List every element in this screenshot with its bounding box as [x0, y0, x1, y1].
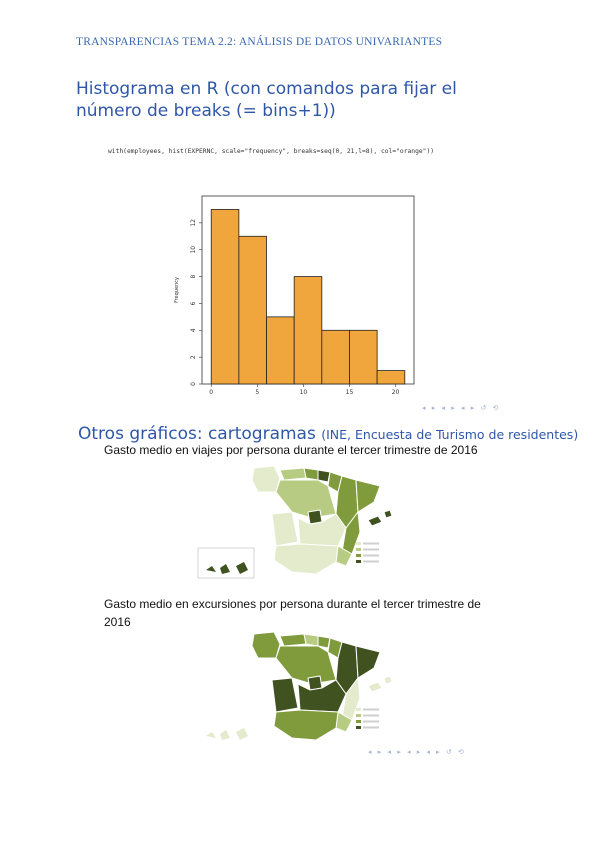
- map1-caption: Gasto medio en viajes por persona durante el tercer trimestre de 2016: [104, 443, 478, 457]
- histogram-bar: [239, 236, 267, 384]
- region-galicia: [252, 632, 280, 658]
- x-tick-label: 5: [255, 389, 260, 396]
- y-tick-label: 0: [190, 382, 197, 386]
- region-cataluna: [356, 480, 380, 512]
- y-tick-label: 12: [190, 219, 197, 227]
- slide-nav-icons-bottom[interactable]: ◂ ▸ ◂ ▸ ◂ ▸ ◂ ▸ ↺ ⟲: [368, 748, 466, 756]
- region-cataluna: [356, 646, 380, 678]
- section-title-histogram: Histograma en R (con comandos para fijar el número de breaks (= bins+1)): [76, 79, 457, 121]
- y-tick-label: 2: [190, 355, 197, 360]
- slide-nav-icons[interactable]: ◂ ▸ ◂ ▸ ◂ ▸ ↺ ⟲: [422, 404, 501, 412]
- x-tick-label: 20: [391, 389, 400, 396]
- region-extremadura: [272, 512, 298, 546]
- histogram-bar: [294, 277, 322, 384]
- histogram-bar: [211, 209, 239, 384]
- region-galicia: [252, 466, 280, 492]
- section-title-cartograms: [78, 424, 578, 444]
- y-tick-label: 10: [190, 245, 197, 254]
- r-code-line: with(employees, hist(EXPERNC, scale="frequency", breaks=seq(0, 21,l=8), col="orange")): [108, 148, 435, 155]
- region-canarias: [206, 728, 248, 740]
- region-castilla-la-mancha: [298, 514, 346, 546]
- y-axis-label: Frequency: [174, 277, 180, 303]
- region-extremadura: [272, 678, 298, 712]
- y-tick-label: 8: [190, 274, 197, 279]
- region-andalucia: [274, 710, 338, 740]
- map2-caption: Gasto medio en excursiones por persona durante el tercer trimestre de 2016: [104, 597, 481, 629]
- y-tick-label: 6: [190, 301, 197, 306]
- region-asturias: [280, 634, 306, 646]
- section-title-cartograms-text: Otros gráficos: cartogramas: [78, 424, 316, 444]
- page-header: TRANSPARENCIAS TEMA 2.2: ANÁLISIS DE DATOS UNIVARIANTES: [76, 36, 443, 48]
- histogram-bar: [267, 317, 295, 384]
- region-cantabria: [304, 634, 318, 646]
- region-baleares: [368, 676, 392, 692]
- histogram-bar: [322, 330, 350, 384]
- region-andalucia: [274, 544, 338, 574]
- region-cantabria: [304, 468, 318, 480]
- histogram-chart: [168, 192, 420, 408]
- histogram-bar: [349, 330, 377, 384]
- x-tick-label: 0: [209, 389, 214, 396]
- region-pais-vasco: [318, 470, 330, 482]
- x-tick-label: 15: [345, 389, 354, 396]
- spain-map-excursion-spend: [196, 628, 396, 746]
- y-tick-label: 4: [190, 328, 197, 333]
- spain-map-travel-spend: [196, 462, 396, 580]
- source-note: (INE, Encuesta de Turismo de residentes): [321, 427, 579, 442]
- histogram-bar: [377, 371, 405, 384]
- region-canarias: [206, 562, 248, 574]
- region-pais-vasco: [318, 636, 330, 648]
- map1-legend: [356, 542, 379, 563]
- region-asturias: [280, 468, 306, 480]
- map2-legend: [356, 708, 379, 729]
- region-castilla-la-mancha: [298, 680, 346, 712]
- x-tick-label: 10: [299, 389, 308, 396]
- region-baleares: [368, 510, 392, 526]
